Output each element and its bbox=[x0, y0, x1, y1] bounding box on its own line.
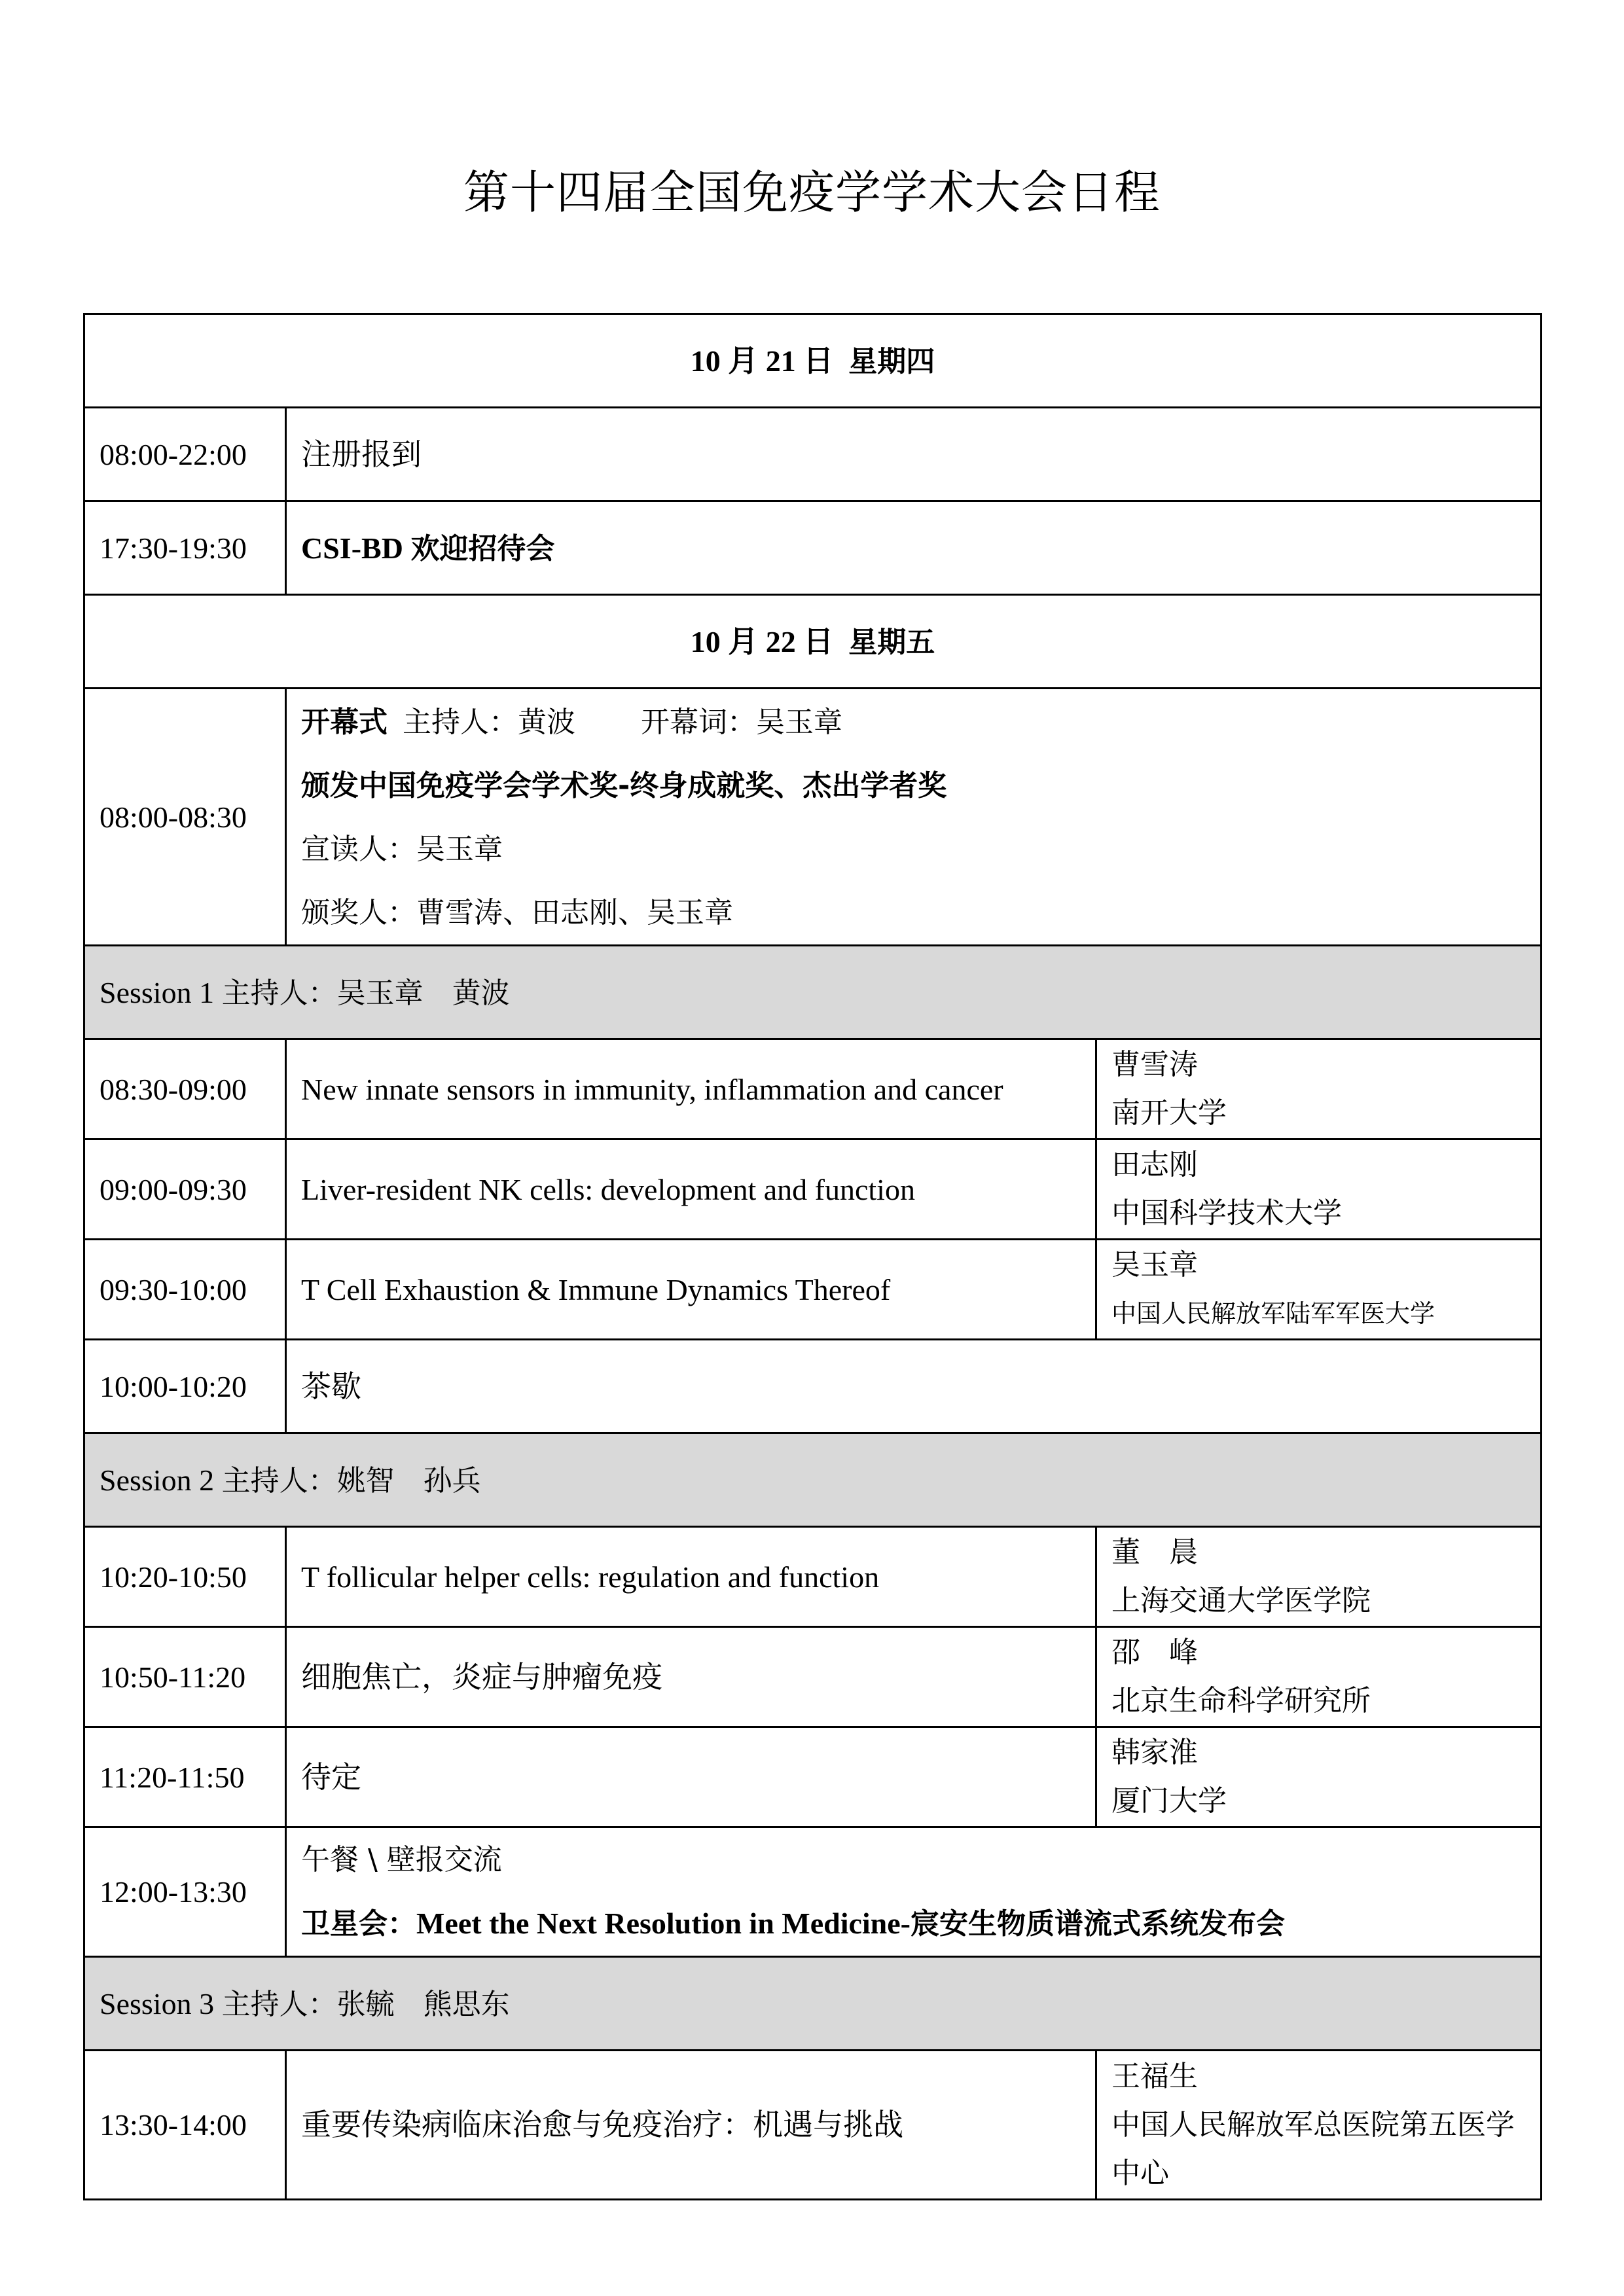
speaker-cell bbox=[1096, 1139, 1542, 1240]
speaker-affiliation: 南开大学 bbox=[1111, 1096, 1227, 1130]
time-cell: 09:00-09:30 bbox=[84, 1139, 286, 1240]
time-cell: 10:00-10:20 bbox=[84, 1340, 286, 1433]
talk-row bbox=[84, 1039, 1542, 1139]
reader-line: 宣读人：吴玉章 bbox=[301, 832, 503, 866]
day-date: 10 月 22 日 bbox=[690, 624, 834, 658]
speaker-affiliation: 北京生命科学研究所 bbox=[1111, 1684, 1371, 1717]
speaker-name: 韩家淮 bbox=[1111, 1736, 1198, 1769]
time-cell: 12:00-13:30 bbox=[84, 1827, 286, 1957]
session-header bbox=[84, 946, 1542, 1039]
day-weekday: 星期五 bbox=[848, 625, 935, 659]
speaker-cell bbox=[1096, 2051, 1542, 2200]
session-row bbox=[84, 1433, 1542, 1527]
time-cell: 11:20-11:50 bbox=[84, 1727, 286, 1827]
talk-row bbox=[84, 1627, 1542, 1727]
talk-row bbox=[84, 1727, 1542, 1827]
break-label: 茶歇 bbox=[286, 1340, 1542, 1433]
talk-title: 细胞焦亡，炎症与肿瘤免疫 bbox=[286, 1627, 1096, 1727]
speaker-affiliation: 厦门大学 bbox=[1111, 1784, 1227, 1818]
opening-label: 开幕式 bbox=[301, 705, 388, 739]
time-cell: 13:30-14:00 bbox=[84, 2051, 286, 2200]
time-cell: 08:30-09:00 bbox=[84, 1039, 286, 1139]
presenter-line: 颁奖人：曹雪涛、田志刚、吴玉章 bbox=[301, 895, 733, 929]
satellite-prefix: 卫星会： bbox=[301, 1907, 416, 1941]
opening-host: 主持人：黄波 bbox=[403, 705, 575, 739]
talk-title: Liver-resident NK cells: development and function bbox=[286, 1139, 1096, 1240]
speaker-name: 曹雪涛 bbox=[1111, 1048, 1198, 1081]
event-cell: 注册报到 bbox=[286, 408, 1542, 501]
opening-speech: 开幕词：吴玉章 bbox=[641, 705, 842, 739]
session-header bbox=[84, 1433, 1542, 1527]
time-cell: 10:50-11:20 bbox=[84, 1627, 286, 1727]
event-cn: 欢迎招待会 bbox=[410, 531, 555, 565]
talk-title: T Cell Exhaustion & Immune Dynamics Thereof bbox=[286, 1240, 1096, 1340]
talk-title: 重要传染病临床治愈与免疫治疗：机遇与挑战 bbox=[286, 2051, 1096, 2200]
satellite-title-cn: 宸安生物质谱流式系统发布会 bbox=[911, 1907, 1286, 1941]
talk-title: T follicular helper cells: regulation and function bbox=[286, 1527, 1096, 1627]
award-line: 颁发中国免疫学会学术奖-终身成就奖、杰出学者奖 bbox=[301, 768, 947, 802]
speaker-affiliation: 上海交通大学医学院 bbox=[1111, 1584, 1371, 1617]
day-header-row bbox=[84, 595, 1542, 689]
speaker-cell bbox=[1096, 1527, 1542, 1627]
day-header-row bbox=[84, 314, 1542, 408]
time-cell: 10:20-10:50 bbox=[84, 1527, 286, 1627]
session-header bbox=[84, 1957, 1542, 2051]
schedule-row bbox=[84, 501, 1542, 595]
session-row bbox=[84, 1957, 1542, 2051]
schedule-table bbox=[83, 313, 1542, 2200]
speaker-affiliation: 中国人民解放军总医院第五医学中心 bbox=[1111, 2108, 1515, 2190]
speaker-name: 董 晨 bbox=[1111, 1535, 1198, 1569]
event-cell bbox=[286, 501, 1542, 595]
talk-title: New innate sensors in immunity, inflammation and cancer bbox=[286, 1039, 1096, 1139]
speaker-name: 吴玉章 bbox=[1111, 1248, 1198, 1282]
day-header bbox=[84, 595, 1542, 689]
opening-cell bbox=[286, 689, 1542, 946]
speaker-cell bbox=[1096, 1727, 1542, 1827]
speaker-cell bbox=[1096, 1627, 1542, 1727]
talk-row bbox=[84, 2051, 1542, 2200]
session-label: Session 2 bbox=[99, 1463, 215, 1497]
lunch-cell bbox=[286, 1827, 1542, 1957]
session-hosts: 主持人：张毓 熊思东 bbox=[221, 1987, 510, 2021]
session-hosts: 主持人：吴玉章 黄波 bbox=[221, 976, 510, 1010]
session-label: Session 1 bbox=[99, 975, 215, 1009]
break-row bbox=[84, 1340, 1542, 1433]
satellite-line bbox=[301, 1892, 1526, 1956]
time-cell: 09:30-10:00 bbox=[84, 1240, 286, 1340]
speaker-name: 田志刚 bbox=[1111, 1148, 1198, 1181]
time-cell: 08:00-08:30 bbox=[84, 689, 286, 946]
talk-row bbox=[84, 1240, 1542, 1340]
talk-row bbox=[84, 1527, 1542, 1627]
lunch-line: 午餐 \ 壁报交流 bbox=[301, 1843, 502, 1876]
day-date: 10 月 21 日 bbox=[690, 344, 834, 378]
talk-title: 待定 bbox=[286, 1727, 1096, 1827]
time-cell: 08:00-22:00 bbox=[84, 408, 286, 501]
speaker-name: 邵 峰 bbox=[1111, 1636, 1198, 1669]
speaker-name: 王福生 bbox=[1111, 2059, 1198, 2093]
lunch-row bbox=[84, 1827, 1542, 1957]
day-header bbox=[84, 314, 1542, 408]
speaker-cell bbox=[1096, 1039, 1542, 1139]
speaker-affiliation: 中国人民解放军陆军军医大学 bbox=[1111, 1299, 1435, 1328]
session-row bbox=[84, 946, 1542, 1039]
speaker-affiliation: 中国科学技术大学 bbox=[1111, 1196, 1342, 1230]
session-hosts: 主持人：姚智 孙兵 bbox=[221, 1463, 481, 1498]
opening-row bbox=[84, 689, 1542, 946]
event-en: CSI-BD bbox=[301, 531, 403, 565]
speaker-cell bbox=[1096, 1240, 1542, 1340]
session-label: Session 3 bbox=[99, 1986, 215, 2020]
satellite-title-en: Meet the Next Resolution in Medicine- bbox=[416, 1907, 911, 1940]
day-weekday: 星期四 bbox=[848, 344, 935, 378]
talk-row bbox=[84, 1139, 1542, 1240]
time-cell: 17:30-19:30 bbox=[84, 501, 286, 595]
page-title: 第十四届全国免疫学学术大会日程 bbox=[463, 166, 1161, 219]
schedule-row bbox=[84, 408, 1542, 501]
